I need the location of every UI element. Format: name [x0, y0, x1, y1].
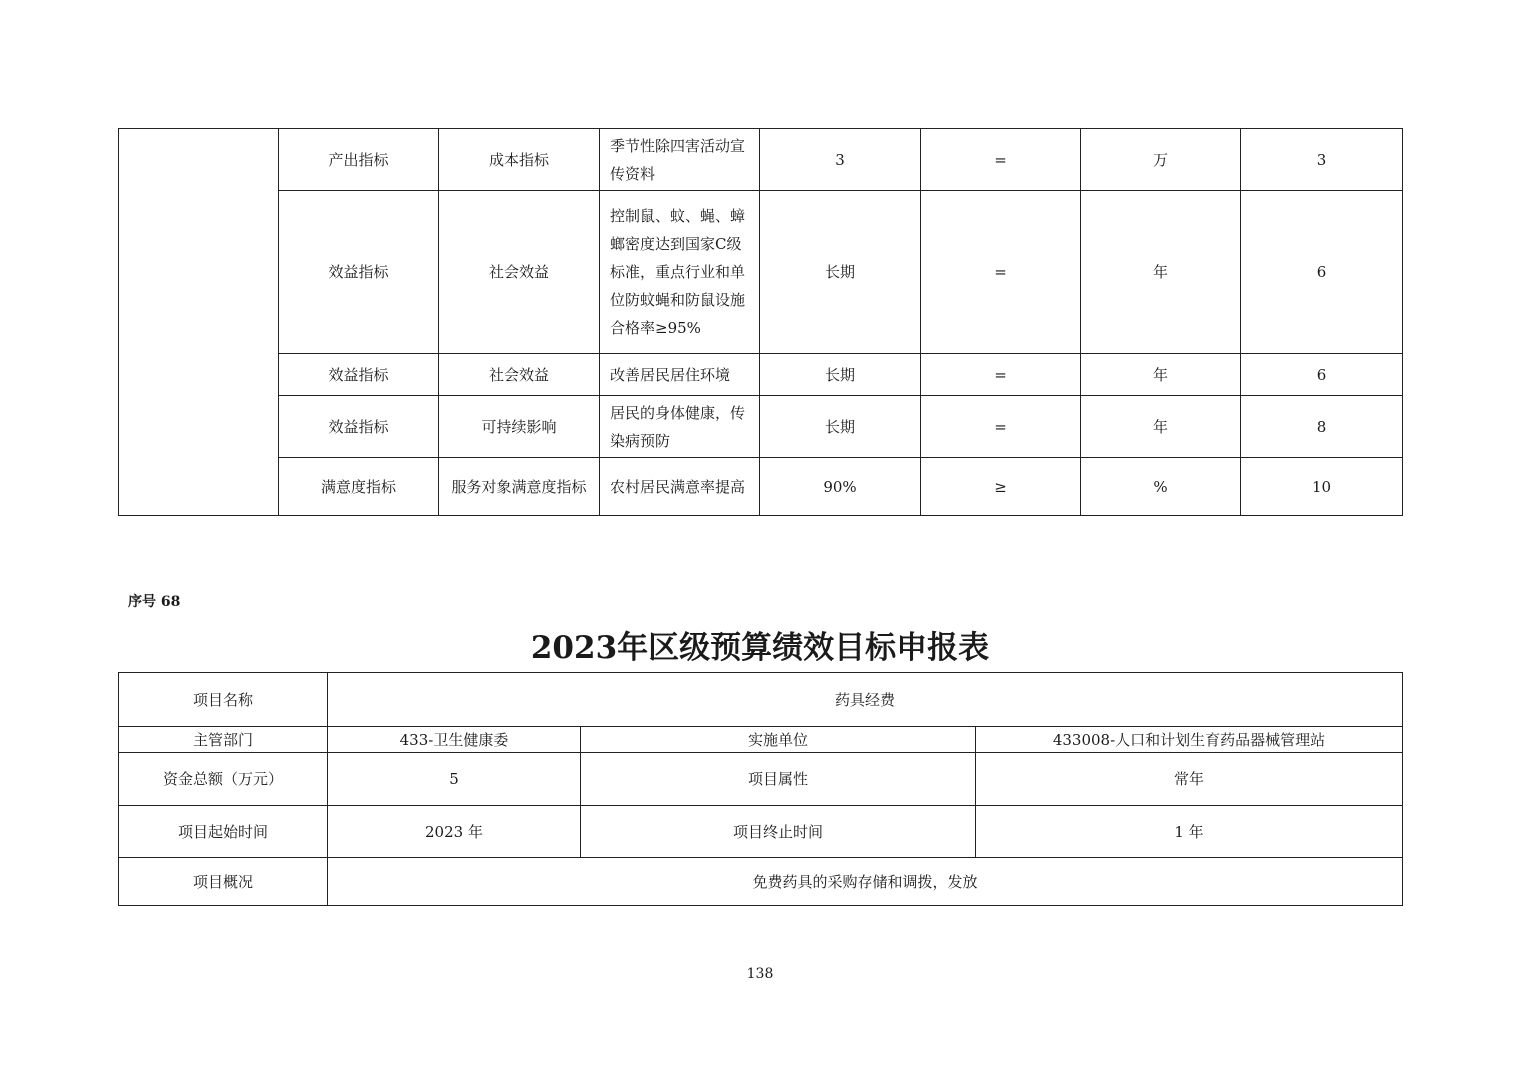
score: 10	[1241, 458, 1403, 516]
impl-label: 实施单位	[581, 727, 976, 753]
level3-indicator: 改善居民居住环境	[600, 354, 760, 396]
target-value: 长期	[760, 396, 921, 458]
level1-indicator: 效益指标	[279, 191, 439, 354]
page-number: 138	[746, 966, 774, 982]
attr-label: 项目属性	[581, 753, 976, 806]
score: 6	[1241, 354, 1403, 396]
attr-value: 常年	[976, 753, 1403, 806]
start-value: 2023 年	[328, 806, 581, 858]
score: 6	[1241, 191, 1403, 354]
impl-value: 433008-人口和计划生育药品器械管理站	[976, 727, 1403, 753]
table-row	[119, 458, 1403, 516]
level3-indicator: 居民的身体健康，传染病预防	[600, 396, 760, 458]
level3-indicator: 控制鼠、蚊、蝇、蟑螂密度达到国家C级标准，重点行业和单位防蚊蝇和防鼠设施合格率≥95%	[600, 191, 760, 354]
sequence-label: 序号 68	[128, 594, 181, 610]
level2-indicator: 社会效益	[439, 191, 600, 354]
performance-indicator-table	[118, 128, 1403, 516]
project-name-value: 药具经费	[328, 673, 1403, 727]
operator: ≥	[921, 458, 1081, 516]
score: 3	[1241, 129, 1403, 191]
dept-value: 433-卫生健康委	[328, 727, 581, 753]
table-row	[119, 396, 1403, 458]
operator: =	[921, 396, 1081, 458]
table-row	[119, 673, 1403, 727]
overview-label: 项目概况	[119, 858, 328, 906]
level3-indicator: 农村居民满意率提高	[600, 458, 760, 516]
table-row	[119, 354, 1403, 396]
target-value: 长期	[760, 191, 921, 354]
table-row	[119, 191, 1403, 354]
target-value: 长期	[760, 354, 921, 396]
operator: =	[921, 354, 1081, 396]
level1-indicator: 效益指标	[279, 396, 439, 458]
operator: =	[921, 191, 1081, 354]
unit: 年	[1081, 354, 1241, 396]
project-info-table	[118, 672, 1403, 906]
target-value: 3	[760, 129, 921, 191]
unit: 万	[1081, 129, 1241, 191]
level2-indicator: 服务对象满意度指标	[439, 458, 600, 516]
table-row	[119, 129, 1403, 191]
project-name-label: 项目名称	[119, 673, 328, 727]
level2-indicator: 成本指标	[439, 129, 600, 191]
fund-label: 资金总额（万元）	[119, 753, 328, 806]
table-row	[119, 806, 1403, 858]
table-row	[119, 753, 1403, 806]
target-value: 90%	[760, 458, 921, 516]
form-title: 2023年区级预算绩效目标申报表	[530, 630, 990, 666]
start-label: 项目起始时间	[119, 806, 328, 858]
level2-indicator: 社会效益	[439, 354, 600, 396]
table-row	[119, 858, 1403, 906]
level1-indicator: 产出指标	[279, 129, 439, 191]
unit: 年	[1081, 396, 1241, 458]
fund-value: 5	[328, 753, 581, 806]
level3-indicator: 季节性除四害活动宣传资料	[600, 129, 760, 191]
end-value: 1 年	[976, 806, 1403, 858]
unit: 年	[1081, 191, 1241, 354]
dept-label: 主管部门	[119, 727, 328, 753]
level2-indicator: 可持续影响	[439, 396, 600, 458]
merged-blank-cell	[119, 129, 279, 516]
score: 8	[1241, 396, 1403, 458]
operator: =	[921, 129, 1081, 191]
level1-indicator: 效益指标	[279, 354, 439, 396]
level1-indicator: 满意度指标	[279, 458, 439, 516]
unit: %	[1081, 458, 1241, 516]
overview-value: 免费药具的采购存储和调拨，发放	[328, 858, 1403, 906]
table-row	[119, 727, 1403, 753]
end-label: 项目终止时间	[581, 806, 976, 858]
